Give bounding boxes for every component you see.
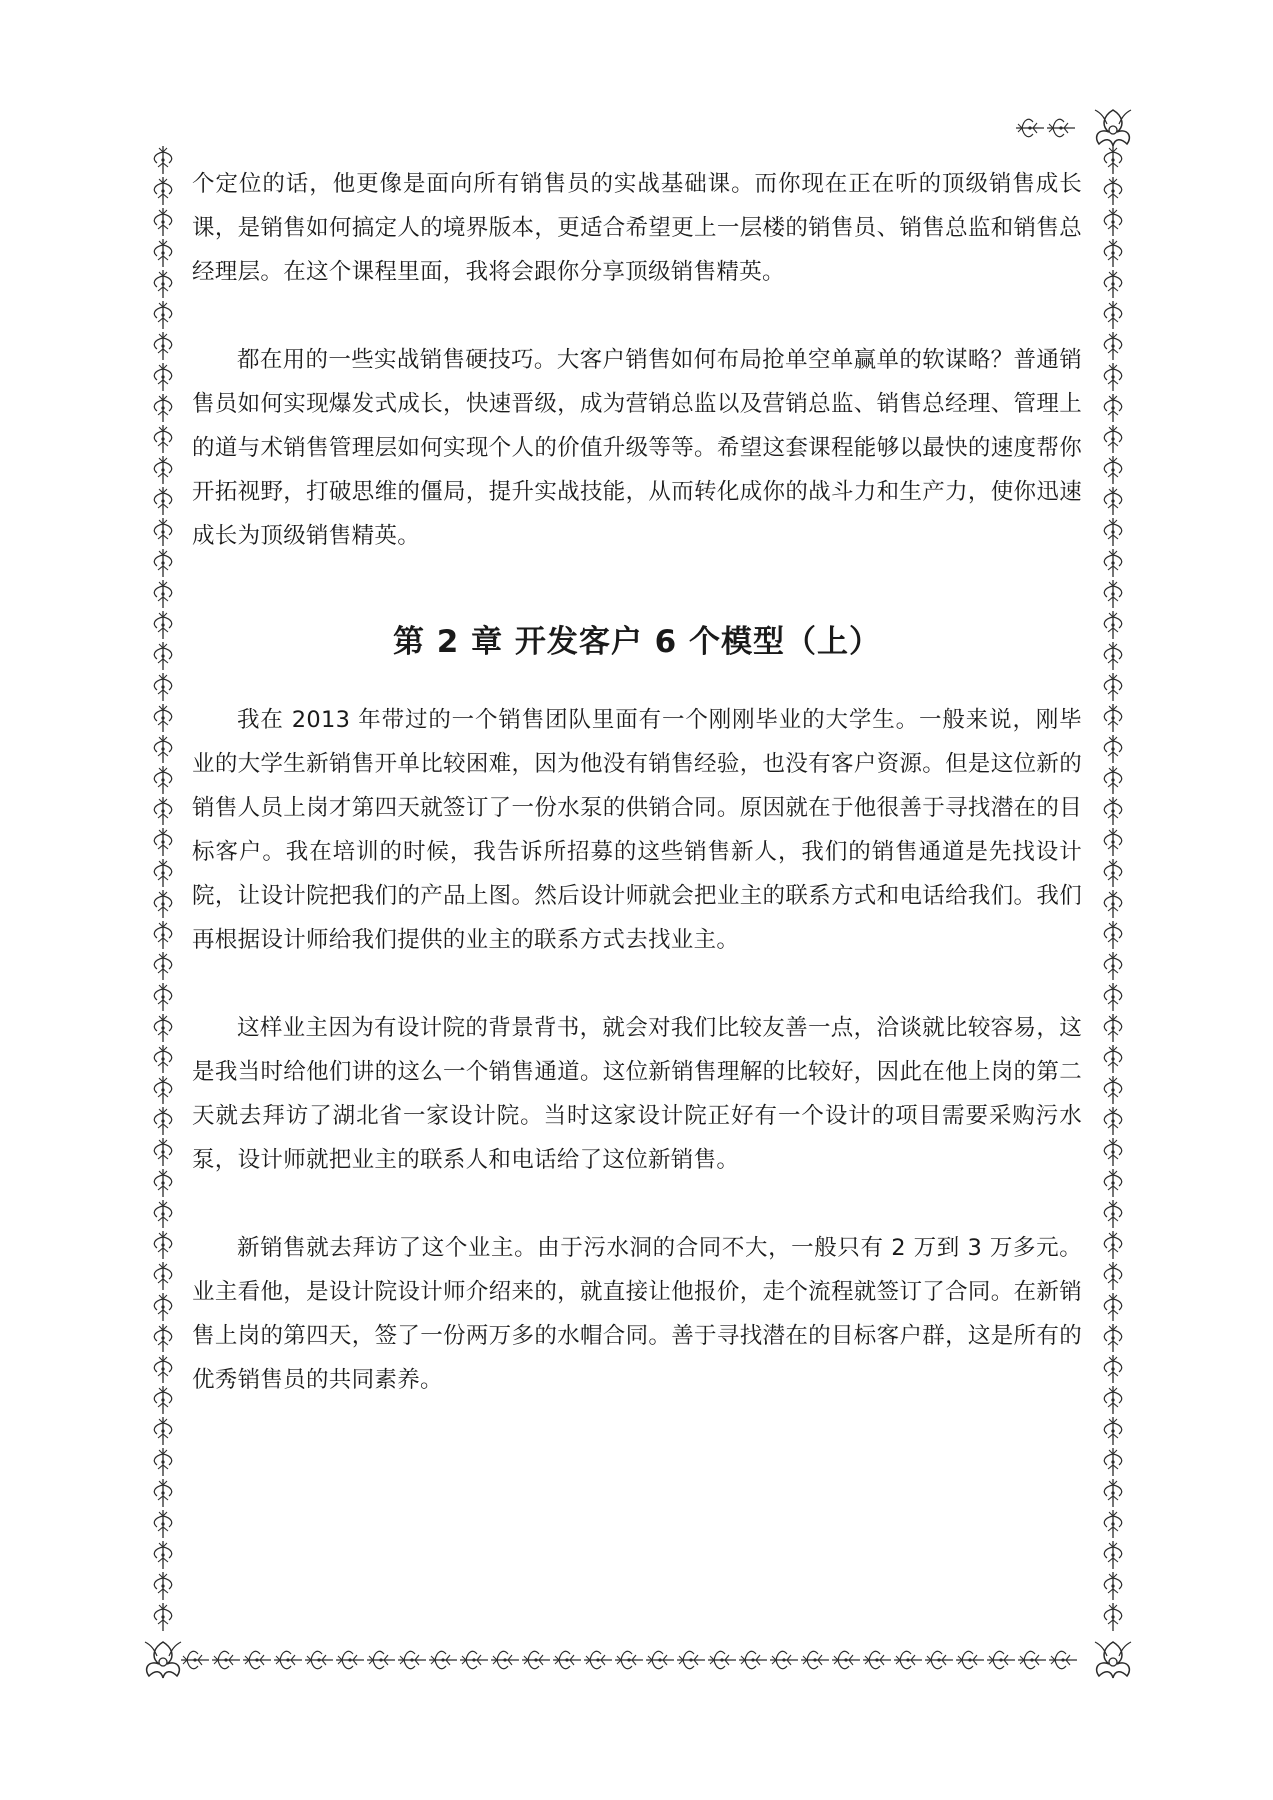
border-vine-motif (154, 270, 171, 298)
paragraph: 都在用的一些实战销售硬技巧。大客户销售如何布局抢单空单赢单的软谋略？普通销售员如何实现爆发式成长，快速晋级，成为营销总监以及营销总监、销售总经理、管理上的道与术销售管理层如何实现个人的价值升级等等。希望这套课程能够以最快的速度帮你开拓视野，打破思维的僵局，提升实战技能，从而转化成你的战斗力和生产力，使你迅速成长为顶级销售精英。 (192, 347, 1082, 549)
border-vine-motif (154, 146, 171, 174)
border-vine-motif (956, 1651, 984, 1668)
border-vine-motif (1104, 797, 1121, 825)
border-vine-motif (154, 828, 171, 856)
border-vine-motif (1104, 456, 1121, 484)
border-vine-motif (1104, 766, 1121, 794)
border-vine-motif (1104, 1014, 1121, 1042)
border-vine-motif (154, 425, 171, 453)
paragraph: 个定位的话，他更像是面向所有销售员的实战基础课。而你现在正在听的顶级销售成长课，是销售如何搞定人的境界版本，更适合希望更上一层楼的销售员、销售总监和销售总经理层。在这个课程里面，我将会跟你分享顶级销售精英。 (192, 171, 1082, 285)
border-vine-motif (154, 1355, 171, 1383)
corner-ornament-top-right (1095, 110, 1131, 146)
border-vine-motif (154, 1572, 171, 1600)
border-vine-motif (1104, 1045, 1121, 1073)
border-vine-motif (801, 1651, 829, 1668)
border-vine-motif (1104, 735, 1121, 763)
border-vine-motif (1104, 580, 1121, 608)
border-vine-motif (154, 1107, 171, 1135)
border-vine-motif (154, 642, 171, 670)
border-vine-motif (1104, 1262, 1121, 1290)
border-vine-motif (154, 487, 171, 515)
paragraph-spacer (192, 294, 1082, 338)
border-vine-motif (154, 921, 171, 949)
border-vine-motif (1104, 363, 1121, 391)
border-vine-motif (1049, 1651, 1077, 1668)
border-vine-motif (987, 1651, 1015, 1668)
border-vine-motif (1104, 518, 1121, 546)
border-vine-motif (1104, 1169, 1121, 1197)
border-vine-motif (1104, 1479, 1121, 1507)
paragraph-spacer (192, 1182, 1082, 1226)
border-vine-motif (1018, 1651, 1046, 1668)
border-vine-motif (154, 1138, 171, 1166)
border-vine-motif (491, 1651, 519, 1668)
border-vine-motif (154, 1169, 171, 1197)
border-vine-motif (615, 1651, 643, 1668)
border-vine-motif (154, 797, 171, 825)
border-vine-motif (1104, 1417, 1121, 1445)
border-vine-motif (1104, 177, 1121, 205)
border-vine-motif (429, 1651, 457, 1668)
border-vine-motif (739, 1651, 767, 1668)
border-vine-motif (154, 239, 171, 267)
border-vine-motif (154, 1293, 171, 1321)
border-vine-motif (770, 1651, 798, 1668)
border-vine-motif (1104, 208, 1121, 236)
border-vine-motif (212, 1651, 240, 1668)
border-vine-motif (1104, 146, 1121, 174)
border-vine-motif (677, 1651, 705, 1668)
border-vine-motif (1104, 673, 1121, 701)
border-vine-motif (1104, 952, 1121, 980)
border-vine-motif (1016, 119, 1044, 136)
border-vine-motif (154, 456, 171, 484)
border-vine-motif (1104, 1355, 1121, 1383)
heading-spacer (192, 558, 1082, 618)
border-vine-motif (154, 580, 171, 608)
border-vine-motif (154, 983, 171, 1011)
corner-ornament-bottom-right (1095, 1642, 1131, 1678)
border-vine-motif (832, 1651, 860, 1668)
border-vine-motif (154, 1200, 171, 1228)
border-vine-motif (584, 1651, 612, 1668)
border-vine-motif (646, 1651, 674, 1668)
paragraph: 我在 2013 年带过的一个销售团队里面有一个刚刚毕业的大学生。一般来说，刚毕业的大学生新销售开单比较困难，因为他没有销售经验，也没有客户资源。但是这位新的销售人员上岗才第四天就签订了一份水泵的供销合同。原因就在于他很善于寻找潜在的目标客户。我在培训的时候，我告诉所招募的这些销售新人，我们的销售通道是先找设计院，让设计院把我们的产品上图。然后设计师就会把业主的联系方式和电话给我们。我们再根据设计师给我们提供的业主的联系方式去找业主。 (192, 707, 1082, 953)
border-vine-motif (1104, 549, 1121, 577)
page-content (192, 162, 1082, 1402)
border-vine-motif (274, 1651, 302, 1668)
border-vine-motif (154, 549, 171, 577)
border-vine-motif (154, 766, 171, 794)
border-vine-motif (243, 1651, 271, 1668)
border-vine-motif (154, 301, 171, 329)
border-vine-motif (154, 332, 171, 360)
border-vine-motif (154, 1448, 171, 1476)
chapter-title: 第 2 章 开发客户 6 个模型（上） (392, 624, 882, 660)
corner-ornament-bottom-left (145, 1642, 181, 1678)
border-vine-motif (154, 1324, 171, 1352)
border-vine-motif (1104, 828, 1121, 856)
border-vine-motif (1104, 487, 1121, 515)
border-vine-motif (1104, 921, 1121, 949)
border-vine-motif (1104, 270, 1121, 298)
border-vine-motif (1104, 1231, 1121, 1259)
border-vine-motif (154, 208, 171, 236)
border-vine-motif (1104, 1107, 1121, 1135)
border-vine-motif (522, 1651, 550, 1668)
border-vine-motif (154, 363, 171, 391)
border-vine-motif (708, 1651, 736, 1668)
border-vine-motif (1104, 1603, 1121, 1631)
border-vine-motif (305, 1651, 333, 1668)
border-vine-motif (154, 177, 171, 205)
border-vine-motif (863, 1651, 891, 1668)
border-vine-motif (154, 394, 171, 422)
border-vine-motif (894, 1651, 922, 1668)
border-vine-motif (1104, 1076, 1121, 1104)
border-vine-motif (1104, 332, 1121, 360)
border-vine-motif (1104, 1138, 1121, 1166)
border-vine-motif (553, 1651, 581, 1668)
border-vine-motif (154, 1045, 171, 1073)
border-vine-motif (154, 1510, 171, 1538)
border-vine-motif (154, 952, 171, 980)
border-vine-motif (154, 859, 171, 887)
border-vine-motif (1104, 301, 1121, 329)
heading-spacer (192, 666, 1082, 698)
paragraph-spacer (192, 962, 1082, 1006)
border-vine-motif (154, 611, 171, 639)
border-vine-motif (1104, 239, 1121, 267)
border-vine-motif (1104, 1200, 1121, 1228)
border-vine-motif (154, 673, 171, 701)
border-vine-motif (154, 735, 171, 763)
border-vine-motif (1104, 425, 1121, 453)
border-vine-motif (181, 1651, 209, 1668)
border-vine-motif (1104, 1324, 1121, 1352)
border-vine-motif (1104, 1572, 1121, 1600)
border-vine-motif (154, 1386, 171, 1414)
border-vine-motif (154, 890, 171, 918)
border-vine-motif (154, 704, 171, 732)
border-vine-motif (1047, 119, 1075, 136)
border-vine-motif (1104, 704, 1121, 732)
border-vine-motif (154, 1603, 171, 1631)
border-vine-motif (154, 1479, 171, 1507)
border-vine-motif (1104, 611, 1121, 639)
paragraph: 这样业主因为有设计院的背景背书，就会对我们比较友善一点，洽谈就比较容易，这是我当时给他们讲的这么一个销售通道。这位新销售理解的比较好，因此在他上岗的第二天就去拜访了湖北省一家设计院。当时这家设计院正好有一个设计的项目需要采购污水泵，设计师就把业主的联系人和电话给了这位新销售。 (192, 1015, 1082, 1173)
border-vine-motif (1104, 394, 1121, 422)
border-vine-motif (154, 1231, 171, 1259)
border-vine-motif (398, 1651, 426, 1668)
border-vine-motif (460, 1651, 488, 1668)
border-vine-motif (154, 1541, 171, 1569)
border-vine-motif (154, 1014, 171, 1042)
border-vine-motif (154, 1262, 171, 1290)
border-vine-motif (1104, 1448, 1121, 1476)
border-vine-motif (1104, 983, 1121, 1011)
border-vine-motif (1104, 1386, 1121, 1414)
border-vine-motif (154, 518, 171, 546)
border-vine-motif (367, 1651, 395, 1668)
border-vine-motif (1104, 859, 1121, 887)
border-vine-motif (154, 1076, 171, 1104)
border-vine-motif (154, 1417, 171, 1445)
border-vine-motif (1104, 642, 1121, 670)
border-vine-motif (336, 1651, 364, 1668)
border-vine-motif (1104, 1293, 1121, 1321)
border-vine-motif (1104, 1510, 1121, 1538)
border-vine-motif (925, 1651, 953, 1668)
paragraph: 新销售就去拜访了这个业主。由于污水洞的合同不大，一般只有 2 万到 3 万多元。业主看他，是设计院设计师介绍来的，就直接让他报价，走个流程就签订了合同。在新销售上岗的第四天，签了一份两万多的水帽合同。善于寻找潜在的目标客户群，这是所有的优秀销售员的共同素养。 (192, 1235, 1082, 1393)
border-vine-motif (1104, 890, 1121, 918)
border-vine-motif (1104, 1541, 1121, 1569)
